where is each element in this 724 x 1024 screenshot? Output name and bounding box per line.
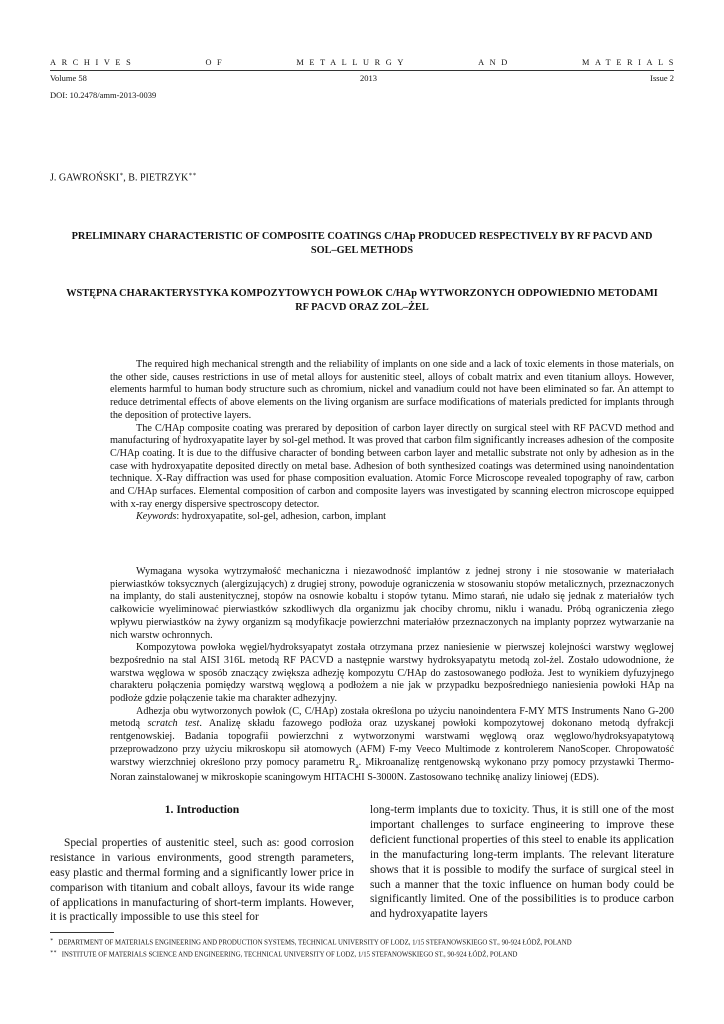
keywords-label: Keywords bbox=[136, 511, 177, 523]
body-right-column bbox=[370, 803, 674, 922]
text-run-italic: scratch test bbox=[147, 718, 200, 730]
abstract-paragraph bbox=[110, 706, 674, 785]
section-heading: 1. Introduction bbox=[164, 803, 240, 816]
issue-meta bbox=[50, 73, 674, 83]
body-left-column bbox=[50, 803, 354, 925]
journal-word: AND bbox=[478, 58, 513, 67]
abstract-paragraph: Wymagana wysoka wytrzymałość mechaniczna i niezawodność implantów z jednej strony i nie stosowanie w materiałach pierwiastków toksycznych (alergizujących) z drugiej strony, powoduje ograniczenia w stosowaniu stopów metalicznych, przeznaczonych na implanty, do stali austenitycznej, stopów na osnowie kobaltu i stopów tytanu. Mimo starań, nie udało się jednak z materiałów tych całkowicie wyeliminować pierwiastków szkodliwych dla organizmu jak chociby chromu, niklu i wanadu. Próbą ograniczenia złego wpływu pierwiastków na żywy organizm są modyfikacje powierzchni materiałów przeznaczonych na implanty poprzez wytwarzanie na nich warstw ochronnych. bbox=[110, 566, 674, 641]
doi: DOI: 10.2478/amm-2013-0039 bbox=[50, 90, 157, 100]
author-name: B. PIETRZYK bbox=[128, 172, 189, 184]
footnote bbox=[50, 949, 674, 958]
footnote-text: INSTITUTE OF MATERIALS SCIENCE AND ENGINEERING, TECHNICAL UNIVERSITY OF LODZ, 1/15 STEFANOWSKIEGO ST., 90-924 ŁÓDŹ, POLAND bbox=[61, 951, 518, 959]
author-name: J. GAWROŃSKI bbox=[50, 172, 120, 184]
footnote bbox=[50, 937, 674, 946]
footnote-text: DEPARTMENT OF MATERIALS ENGINEERING AND PRODUCTION SYSTEMS, TECHNICAL UNIVERSITY OF LODZ, 1/15 STEFANOWSKIEGO ST., 90-924 ŁÓDŹ, POLAND bbox=[58, 939, 572, 947]
text-run: Adhezja obu wytworzonych powłok (C, C/HAp) została określona po użyciu nanoindentera F-MY MTS Instruments Nano G-200 metodą bbox=[110, 705, 674, 730]
abstract-paragraph: The required high mechanical strength and the reliability of implants on one side and a lack of toxic elements in those materials, on the other side, causes restrictions in use of metal alloys for austenitic steel, alloys of cobalt matrix and even titanium alloys. However, elements harmful to human body structure such as chromium, nickel and vanadium could not have been eliminated so far. An attempt to reduce detrimental effects of above elements on the living organism are surface modifications of materials predicted for implants through the deposition of protective layers. bbox=[110, 359, 674, 421]
abstract-english bbox=[110, 359, 674, 524]
title-english: PRELIMINARY CHARACTERISTIC OF COMPOSITE COATINGS C/HAp PRODUCED RESPECTIVELY BY RF PACVD AND SOL–GEL METHODS bbox=[71, 231, 653, 256]
authors bbox=[50, 171, 196, 183]
keywords-list: : hydroxyapatite, sol-gel, adhesion, carbon, implant bbox=[176, 511, 387, 523]
subscript: a bbox=[355, 761, 359, 770]
volume: Volume 58 bbox=[50, 73, 87, 83]
author-separator: , bbox=[123, 172, 129, 184]
abstract-paragraph: The C/HAp composite coating was prerared by deposition of carbon layer directly on surgical steel with RF PACVD method and manufacturing of hydroxyapatite layer by sol-gel method. It was proved that carbon film significantly increases adhesion of the composite C/HAp coating. It is due to the diffusive character of bonding between carbon layer and metallic substrate not only by adhesion as in the case with hydroxyapatite deposited directly on metal base. Adhesion of both synthesized coatings was determined using nanoindentation technique. X-Ray diffraction was used for phase composition evaluation. Atomic Force Microscope revealed topography of raw, carbon and C/HAp surfaces. Elemental composition of carbon and composite layers was investigated by scanning electron microscope equipped with x-ray energy dispersive spectroscopy detector. bbox=[110, 422, 674, 510]
abstract-paragraph: Kompozytowa powłoka węgiel/hydroksyapatyt została otrzymana przez naniesienie w pierwszej kolejności warstwy węglowej bezpośrednio na stal AISI 316L metodą RF PACVD a następnie warstwy hydroksyapatytu metodą zol-żel. Zostało udowodnione, że warstwa węglowa w sposób znaczący zwiększa adhezję kompozytu C/HAp do zastosowanego podłoża. Jest to wynikiem dyfuzyjnego charakteru połączenia pomiędzy warstwą węglową a podłożem a nie jak w przypadku bezpośredniego naniesienia powłoki HAp na podłoże gdzie połączenie takie ma charakter adhezyjny. bbox=[110, 642, 674, 705]
header-rule bbox=[50, 70, 674, 71]
journal-word: OF bbox=[205, 58, 228, 67]
body-paragraph: Special properties of austenitic steel, such as: good corrosion resistance in various environments, good strength parameters, easy plastic and thermal forming and a significantly lower price in comparison with titanium and cobalt alloys, favour its wide range of applications in manufacturing of short-term implants. However, it is practically impossible to use this steel for bbox=[50, 836, 354, 924]
journal-name bbox=[50, 58, 679, 67]
body-paragraph: long-term implants due to toxicity. Thus, it is still one of the most important challenges to surface engineering to improve these deficient functional properties of this steel to enable its application in the manufacturing long-term implants. The relevant literature shows that it is possible to modify the surface of surgical steel in such a manner that the toxic influence on human body could be significantly limited. One of the possibilities is to produce carbon and hydroxyapatite layers bbox=[370, 804, 674, 921]
title-polish: WSTĘPNA CHARAKTERYSTYKA KOMPOZYTOWYCH POWŁOK C/HAp WYTWORZONYCH ODPOWIEDNIO METODAMI RF PACVD ORAZ ZOL–ŻEL bbox=[66, 288, 658, 313]
journal-word: METALLURGY bbox=[296, 58, 409, 67]
text-run: . Mikroanalizę rentgenowską wykonano przy pomocy przystawki Thermo-Noran zainstalowanej w mikroskopie scaningowym HITACHI S-3000N. Zastosowano technikę analizy liniowej (EDS). bbox=[110, 756, 674, 784]
text-run: . Analizę składu fazowego podłoża oraz uzyskanej powłoki kompozytowej dokonano metodą dyfrakcji rentgenowskiej. Badania topografii powierzchni z wytworzonymi warstwami węglową oraz węglowo/hydroksyapatytową przeprowadzono przy użyciu mikroskopu sił atomowych (AFM) F-my Veeco Multimode z kontrolerem NanoScoper. Chropowatość warstwy wierzchniej określono przy pomocy parametru R bbox=[110, 718, 674, 768]
footnote-mark: ∗∗ bbox=[50, 950, 57, 955]
affiliation-mark: ∗ bbox=[119, 172, 124, 178]
keywords bbox=[110, 511, 674, 524]
year: 2013 bbox=[360, 73, 378, 83]
footnote-mark: ∗ bbox=[50, 938, 54, 943]
journal-word: MATERIALS bbox=[582, 58, 679, 67]
abstract-polish bbox=[110, 566, 674, 785]
affiliation-mark: ∗∗ bbox=[188, 172, 197, 178]
issue: Issue 2 bbox=[650, 73, 674, 83]
footnote-rule bbox=[50, 932, 114, 933]
journal-word: ARCHIVES bbox=[50, 58, 137, 67]
